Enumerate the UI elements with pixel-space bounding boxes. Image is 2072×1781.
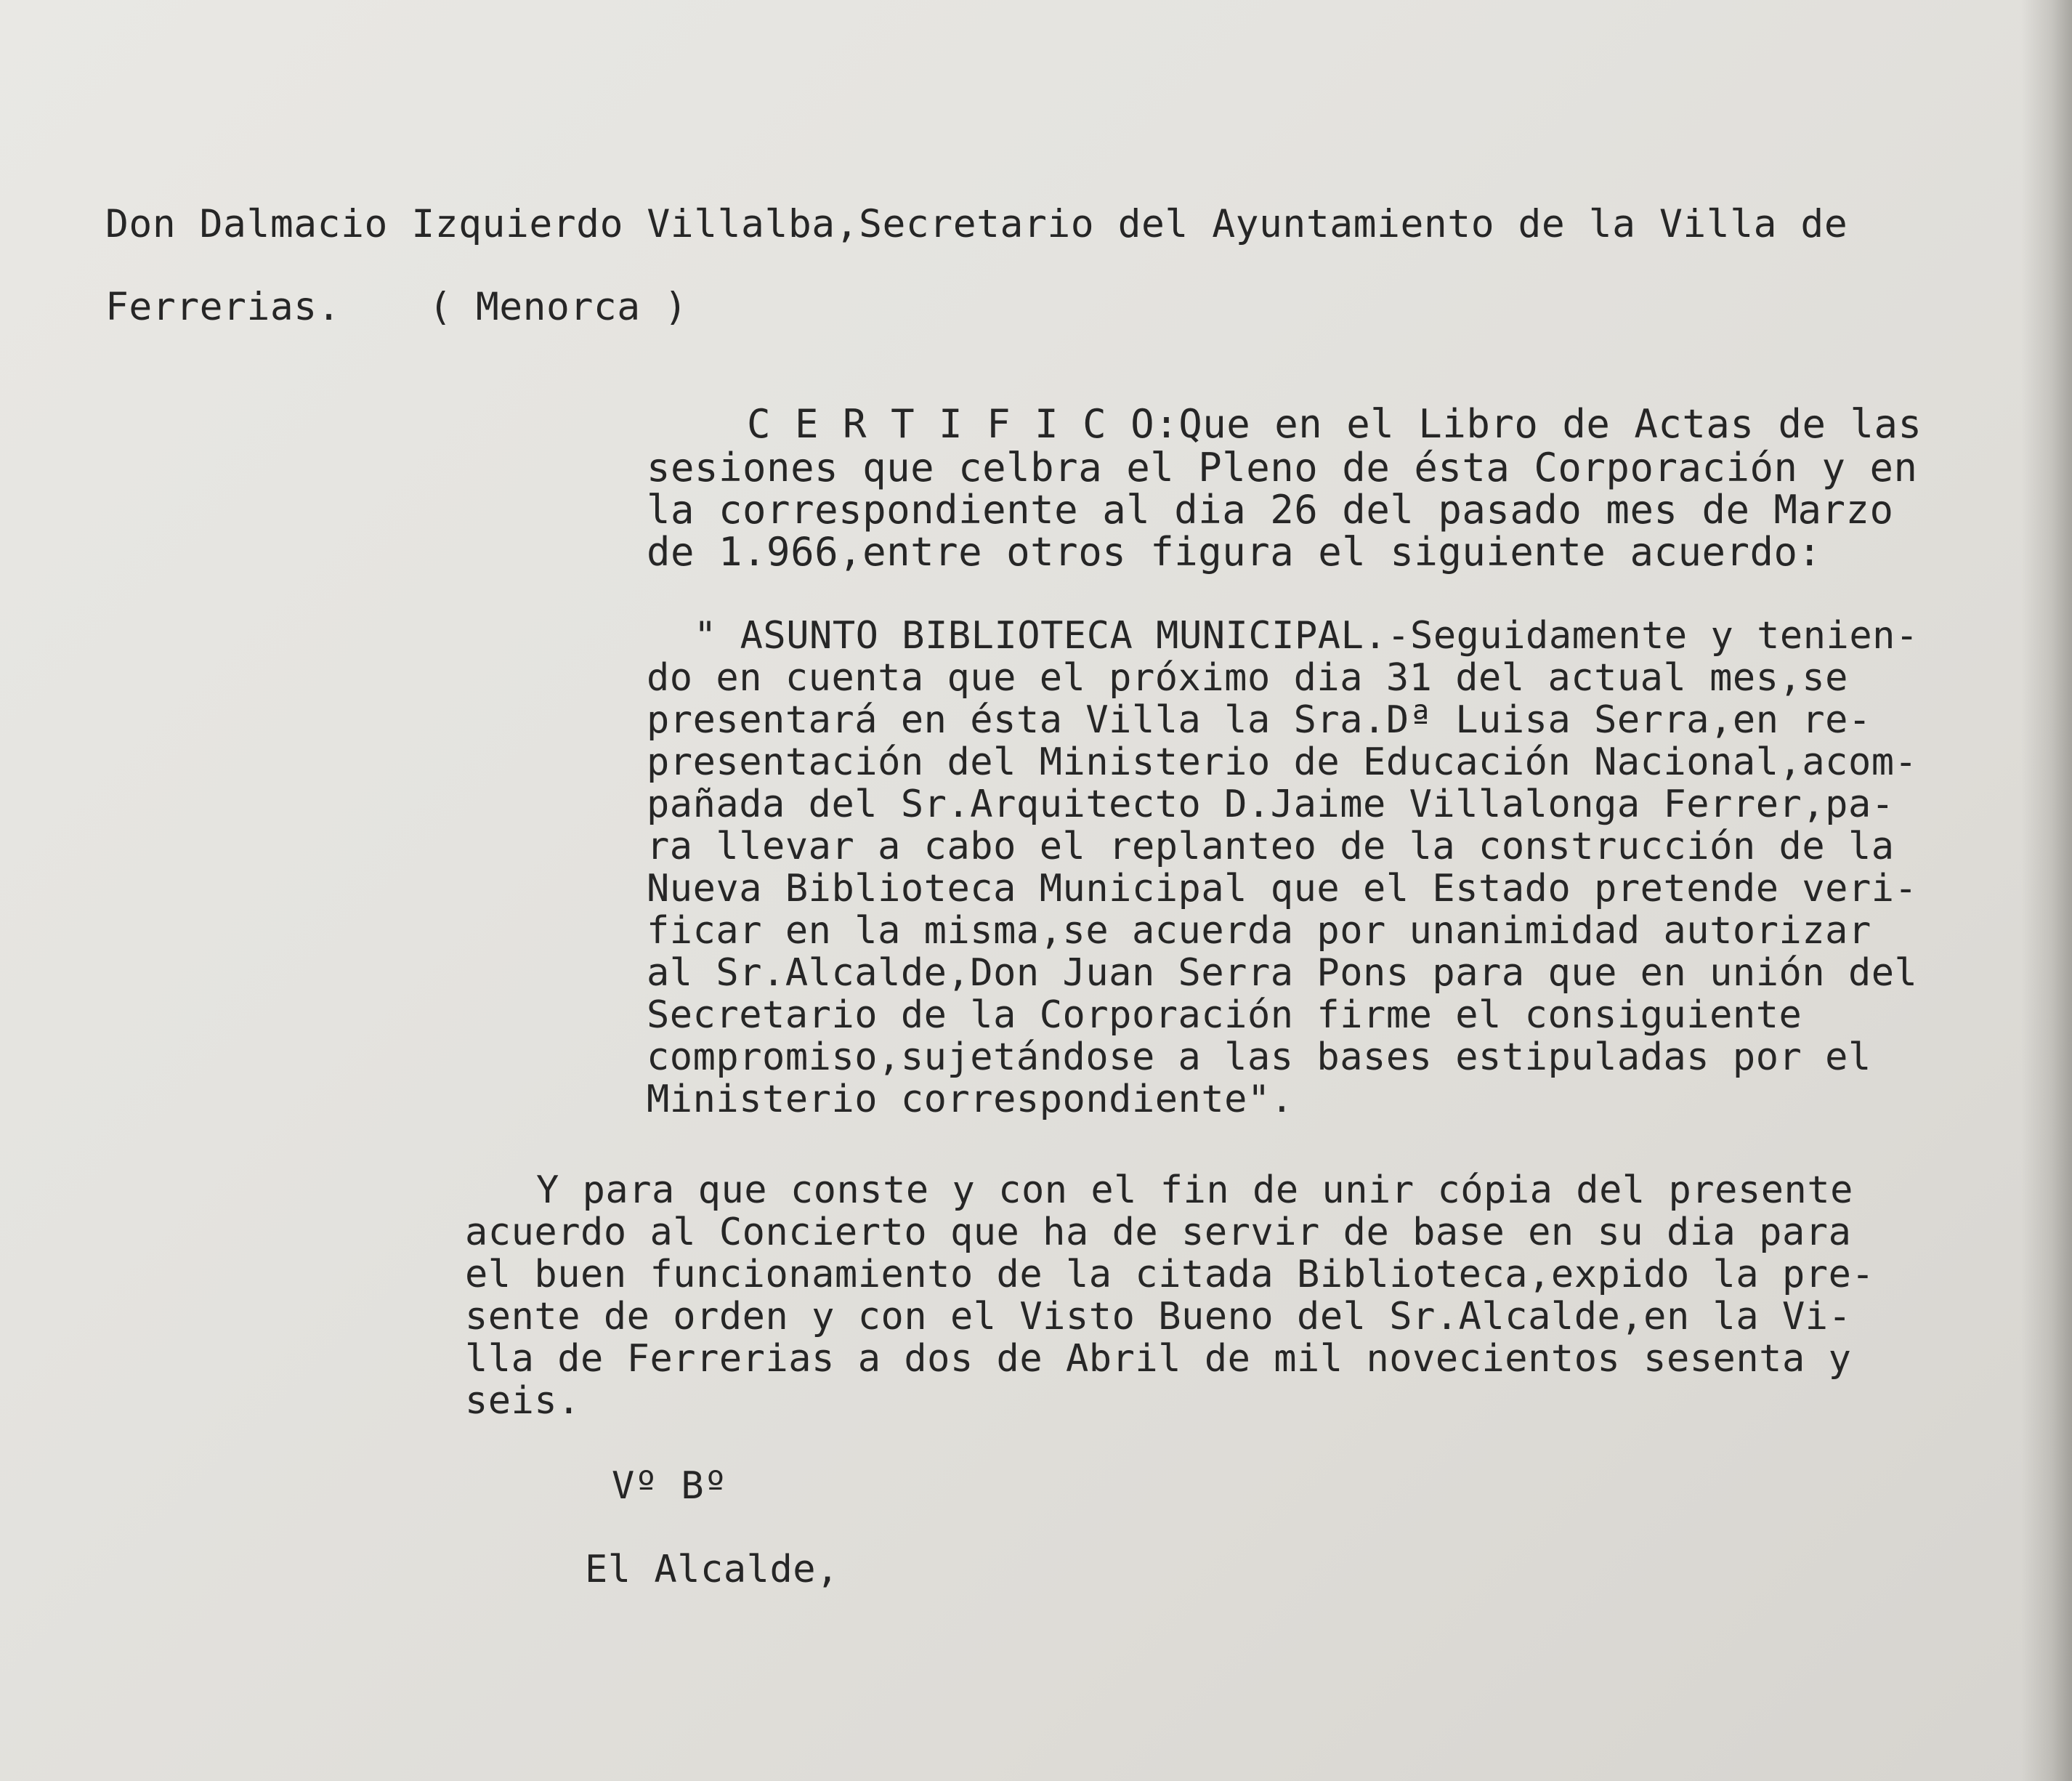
agreement-line: presentará en ésta Villa la Sra.Dª Luisa Serra,en re- xyxy=(647,698,1871,742)
closing-line: acuerdo al Concierto que ha de servir de base en su dia para xyxy=(465,1211,1852,1254)
closing-line: el buen funcionamiento de la citada Biblioteca,expido la pre- xyxy=(465,1253,1875,1296)
certifico-word: C E R T I F I C O xyxy=(747,401,1155,447)
certifico-line-1-rest: :Que en el Libro de Actas de las xyxy=(1154,401,1922,447)
mayor-signature-label: El Alcalde, xyxy=(585,1548,839,1591)
header-line-1: Don Dalmacio Izquierdo Villalba,Secretario del Ayuntamiento de la Villa de xyxy=(105,202,1848,246)
agreement-line: Secretario de la Corporación firme el consiguiente xyxy=(647,993,1802,1037)
certifico-line-3: la correspondiente al dia 26 del pasado mes de Marzo xyxy=(647,487,1894,533)
agreement-line: Nueva Biblioteca Municipal que el Estado pretende veri- xyxy=(647,867,1918,910)
closing-line: sente de orden y con el Visto Bueno del Sr.Alcalde,en la Vi- xyxy=(465,1295,1852,1338)
agreement-line: al Sr.Alcalde,Don Juan Serra Pons para que en unión del xyxy=(647,951,1918,995)
closing-line: Y para que conste y con el fin de unir cópia del presente xyxy=(536,1168,1853,1212)
closing-line: lla de Ferrerias a dos de Abril de mil novecientos sesenta y xyxy=(465,1337,1852,1381)
header-line-2-place: Ferrerias. xyxy=(105,285,341,329)
agreement-line: ra llevar a cabo el replanteo de la construcción de la xyxy=(647,825,1895,868)
agreement-line: do en cuenta que el próximo dia 31 del actual mes,se xyxy=(647,656,1848,700)
agreement-line: Ministerio correspondiente". xyxy=(647,1078,1294,1121)
agreement-line: compromiso,sujetándose a las bases estipuladas por el xyxy=(647,1035,1871,1079)
visto-bueno: Vº Bº xyxy=(612,1464,728,1508)
header-line-2-region: ( Menorca ) xyxy=(429,285,688,329)
agreement-line: " ASUNTO BIBLIOTECA MUNICIPAL.-Seguidamente y tenien- xyxy=(694,614,1919,658)
closing-line: seis. xyxy=(465,1379,581,1423)
certifico-line-4: de 1.966,entre otros figura el siguiente acuerdo: xyxy=(647,529,1822,575)
page-edge-shadow xyxy=(2021,0,2072,1781)
agreement-line: ficar en la misma,se acuerda por unanimidad autorizar xyxy=(647,909,1871,953)
agreement-line: presentación del Ministerio de Educación Nacional,acom- xyxy=(647,740,1918,784)
agreement-line: pañada del Sr.Arquitecto D.Jaime Villalonga Ferrer,pa- xyxy=(647,783,1895,826)
certifico-line-1 xyxy=(747,401,1922,447)
certifico-line-2: sesiones que celbra el Pleno de ésta Corporación y en xyxy=(647,445,1918,490)
